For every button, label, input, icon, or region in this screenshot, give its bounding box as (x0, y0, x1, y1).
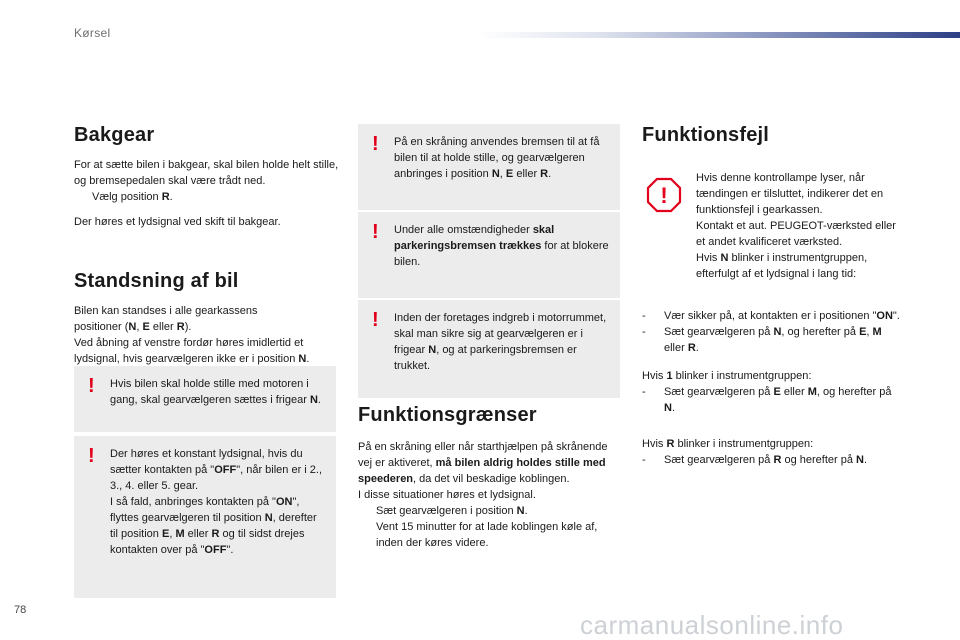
fejl-step: - Sæt gearvælgeren på N, og herefter på E, M eller R. (642, 326, 882, 354)
warning-exclamation-icon: ! (372, 133, 379, 155)
header-gradient-bar (478, 32, 960, 38)
bullet-icon (358, 503, 376, 519)
bakgear-paragraph: For at sætte bilen i bakgear, skal bilen holde helt stille, og bremsepedalen skal være trådt ned. (74, 159, 339, 187)
fejl-step: - Sæt gearvælgeren på R og herefter på N. (642, 454, 868, 466)
watermark: carmanualsonline.info (580, 610, 844, 640)
fejl-intro: Hvis denne kontrollampe lyser, når tændingen er tilsluttet, indikerer det en funktionsfejl i gearkassen. Kontakt et aut. PEUGEOT-værksted eller et andet kvalificeret værksted. Hvis N blinker i instrumentgruppen, efterfulgt af et lydsignal i lang tid: (696, 172, 896, 280)
gearbox-fault-warning-icon-mark: ! (660, 183, 668, 208)
standsning-paragraph: Bilen kan standses i alle gearkassens positioner (N, E eller R). Ved åbning af venstre fordør høres imidlertid et lydsignal, hvis gearvælgeren ikke er i position N. (74, 305, 310, 365)
bullet-icon (358, 519, 376, 551)
graenser-bullet: Sæt gearvælgeren i position N. (358, 503, 620, 519)
warning-note-parking-brake: ! Under alle omstændigheder skal parkeringsbremsen trækkes for at blokere bilen. (358, 212, 620, 298)
fejl-case-1: Hvis 1 blinker i instrumentgruppen: (642, 370, 812, 382)
bakgear-bullet: Vælg position R. (74, 189, 340, 205)
warning-exclamation-icon: ! (372, 309, 379, 331)
warning-exclamation-icon: ! (88, 445, 95, 467)
section-title-bakgear: Bakgear (74, 124, 155, 146)
graenser-bullet: Vent 15 minutter for at lade koblingen køle af, inden der køres videre. (358, 519, 620, 551)
page-number: 78 (14, 604, 27, 616)
warning-note-engine-bay: ! Inden der foretages indgreb i motorrummet, skal man sikre sig at gearvælgeren er i frigear N, og at parkeringsbremsen er trukket. (358, 300, 620, 398)
fejl-case-r: Hvis R blinker i instrumentgruppen: (642, 438, 814, 450)
column-left (74, 124, 340, 367)
column-right (642, 124, 904, 157)
fejl-instructions (642, 308, 904, 468)
warning-exclamation-icon: ! (88, 375, 95, 397)
warning-note-signal: ! Der høres et konstant lydsignal, hvis du sætter kontakten på "OFF", når bilen er i 2., 3., 4. eller 5. gear. I så fald, anbringes kontakten på "ON", flyttes gearvælgeren til position N, derefter til position E, M eller R og til sidst drejes kontakten over på "OFF". (74, 436, 336, 598)
warning-exclamation-icon: ! (372, 221, 379, 243)
fejl-step: - Vær sikker på, at kontakten er i positionen "ON". (642, 310, 900, 322)
warning-note-slope: ! På en skråning anvendes bremsen til at få bilen til at holde stille, og gearvælgeren anbringes i position N, E eller R. (358, 124, 620, 210)
bakgear-signal-note: Der høres et lydsignal ved skift til bakgear. (74, 216, 281, 228)
graenser-paragraph: På en skråning eller når starthjælpen på skrånende vej er aktiveret, må bilen aldrig holdes stille med speederen, da det vil beskadige koblingen. (358, 441, 608, 485)
section-title-standsning: Standsning af bil (74, 270, 239, 292)
fejl-step: - Sæt gearvælgeren på E eller M, og herefter på N. (642, 386, 892, 414)
page-header-title: Kørsel (74, 26, 111, 40)
section-funktionsgraenser (358, 404, 620, 551)
bullet-icon (74, 189, 92, 205)
section-title-funktionsfejl: Funktionsfejl (642, 124, 770, 146)
section-title-graenser: Funktionsgrænser (358, 404, 537, 426)
warning-note-idle: ! Hvis bilen skal holde stille med motoren i gang, skal gearvælgeren sættes i frigear N. (74, 366, 336, 432)
graenser-signal: I disse situationer høres et lydsignal. (358, 489, 536, 501)
gearbox-fault-warning-icon (645, 176, 683, 214)
